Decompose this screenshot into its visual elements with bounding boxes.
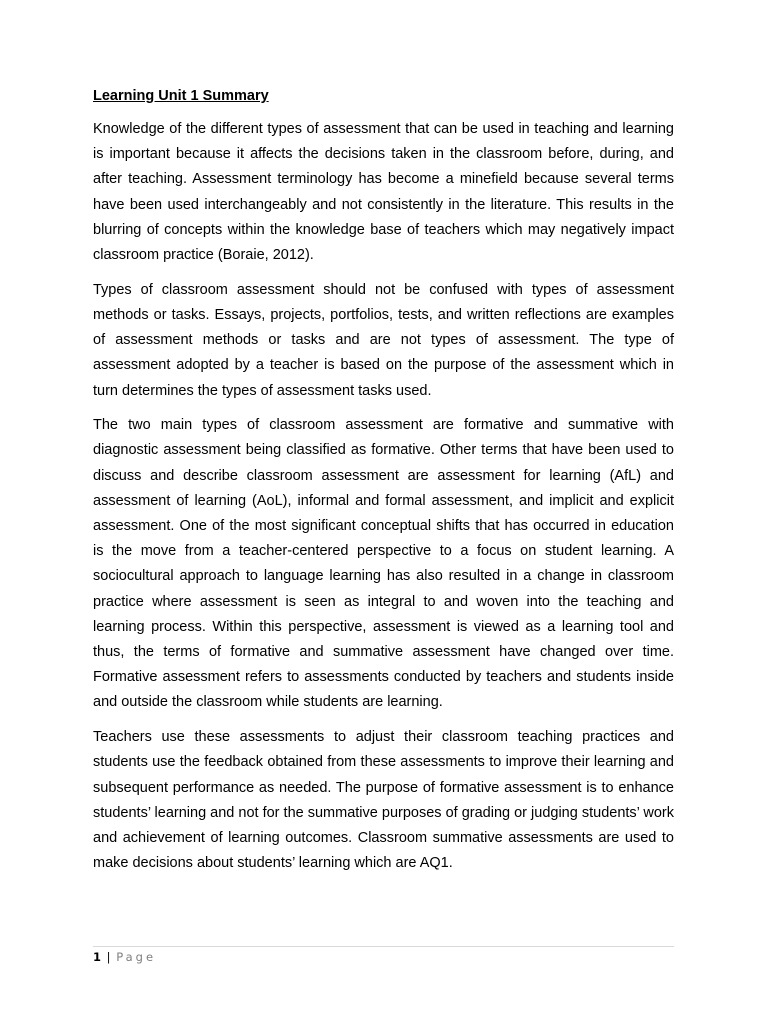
paragraph-2: Types of classroom assessment should not be confused with types of assessment methods or tasks. Essays, projects, portfolios, tests, and written reflections are examples of assessment methods or tasks and are not types of assessment. The type of assessment adopted by a teacher is based on the purpose of the assessment which in turn determines the types of assessment tasks used.	[93, 281, 674, 399]
paragraph-4: Teachers use these assessments to adjust their classroom teaching practices and students use the feedback obtained from these assessments to improve their learning and subsequent performance as needed. The purpose of formative assessment is to enhance students’ learning and not for the summative purposes of grading or judging students’ work and achievement of learning outcomes. Classroom summative assessments are used to make decisions about students’ learning which are AQ1.	[93, 729, 674, 872]
page-number: 1	[93, 950, 102, 964]
footer-separator: |	[106, 950, 111, 964]
document-title: Learning Unit 1 Summary	[93, 88, 269, 104]
paragraph-1: Knowledge of the different types of assessment that can be used in teaching and learning is important because it affects the decisions taken in the classroom before, during, and after teaching. Assessment terminology has become a minefield because several terms have been used interchangeably and not consistently in the literature. This results in the blurring of concepts within the knowledge base of teachers which may negatively impact classroom practice (Boraie, 2012).	[93, 121, 674, 264]
paragraph-3: The two main types of classroom assessment are formative and summative with diagnostic assessment being classified as formative. Other terms that have been used to discuss and describe classroom assessment are assessment for learning (AfL) and assessment of learning (AoL), informal and formal assessment, and implicit and explicit assessment. One of the most significant conceptual shifts that has occurred in education is the move from a teacher-centered perspective to a focus on student learning. A sociocultural approach to language learning has also resulted in a change in classroom practice where assessment is seen as integral to and woven into the teaching and learning process. Within this perspective, assessment is viewed as a learning tool and thus, the terms of formative and summative assessment have changed over time. Formative assessment refers to assessments conducted by teachers and students inside and outside the classroom while students are learning.	[93, 417, 674, 711]
page-label: Page	[116, 950, 157, 964]
page-footer	[93, 946, 674, 965]
document-body	[93, 86, 674, 886]
